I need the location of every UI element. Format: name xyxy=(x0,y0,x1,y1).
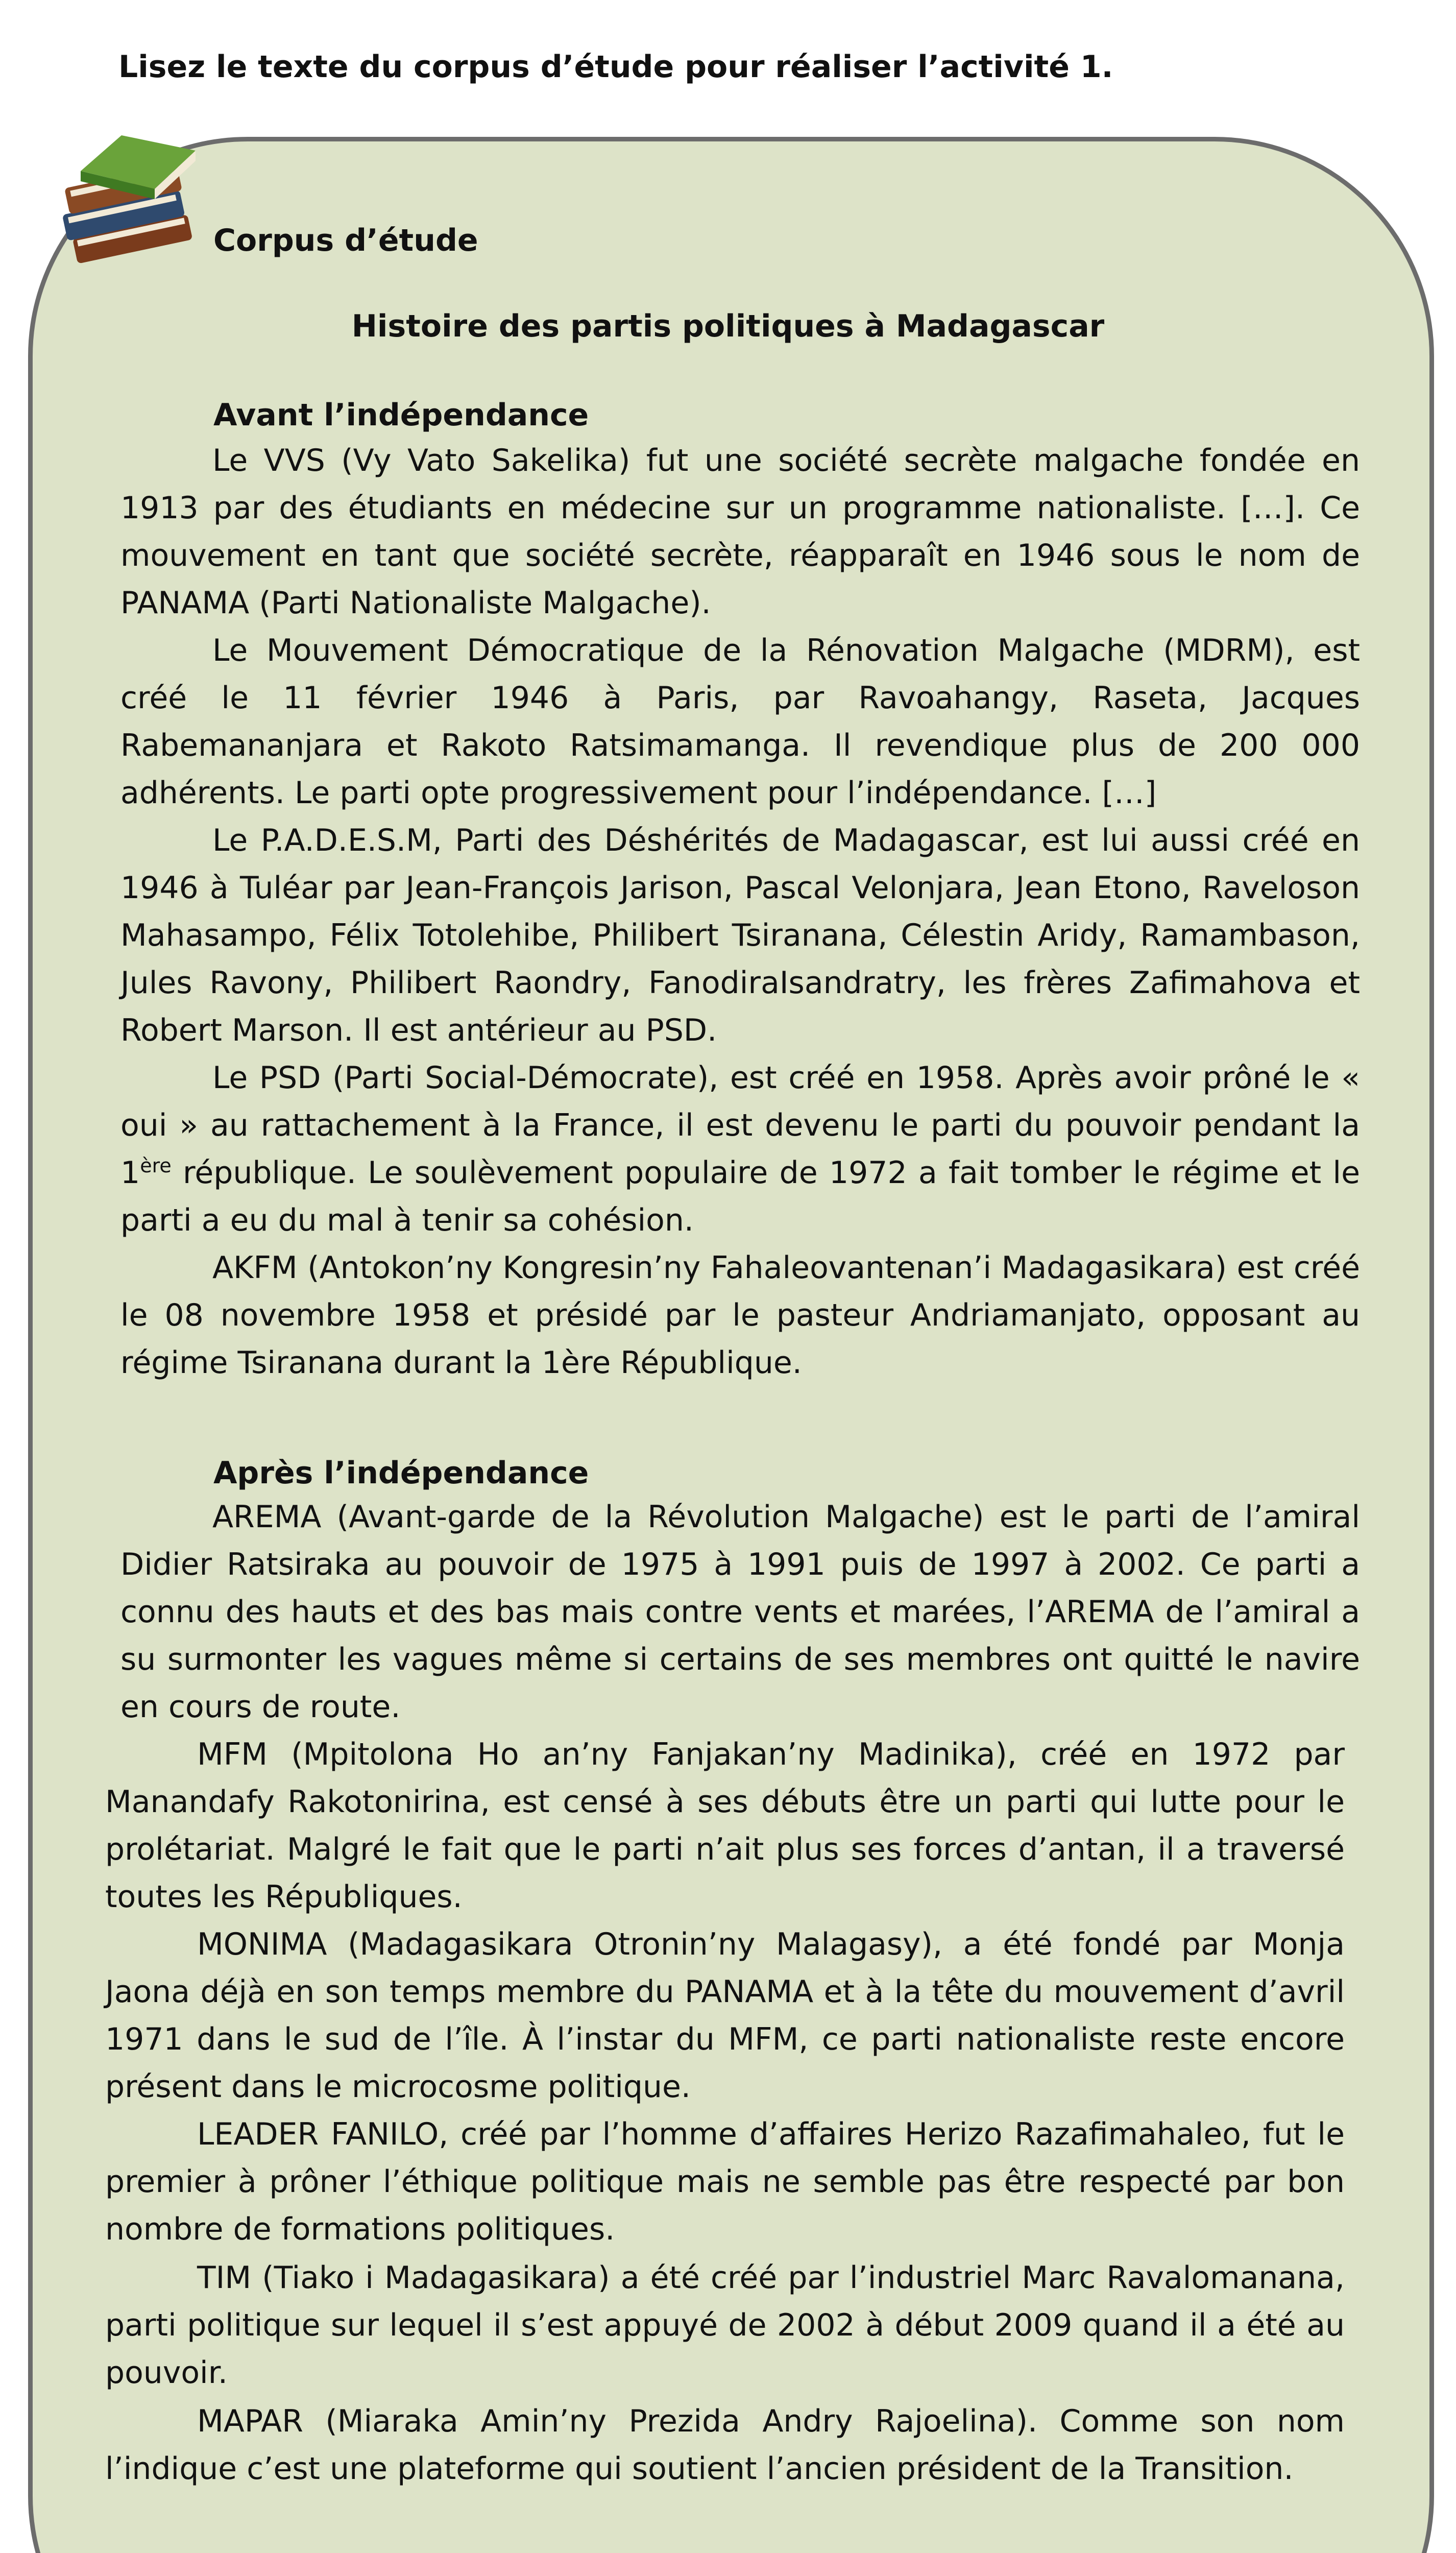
paragraph-mdrm: Le Mouvement Démocratique de la Rénovation Malgache (MDRM), est créé le 11 février 1946 à Paris, par Ravoahangy, Raseta, Jacques Rabemananjara et Rakoto Ratsimamanga. Il revendique plus de 200 000 adhérents. Le parti opte progressivement pour l’indépendance. […] xyxy=(120,633,1360,811)
psd-text-part2: république. Le soulèvement populaire de 1972 a fait tomber le régime et le parti a eu du mal à tenir sa cohésion. xyxy=(120,1155,1360,1238)
corpus-label: Corpus d’étude xyxy=(213,223,478,258)
heading-before-independence: Avant l’indépendance xyxy=(213,397,589,433)
paragraph-leader-fanilo: LEADER FANILO, créé par l’homme d’affaires Herizo Razafimahaleo, fut le premier à prôner l’éthique politique mais ne semble pas être respecté par bon nombre de formations politiques. xyxy=(105,2116,1345,2247)
paragraph-arema: AREMA (Avant-garde de la Révolution Malgache) est le parti de l’amiral Didier Ratsiraka au pouvoir de 1975 à 1991 puis de 1997 à 2002. Ce parti a connu des hauts et des bas mais contre vents et marées, l’AREMA de l’amiral a su surmonter les vagues même si certains de ses membres ont quitté le navire en cours de route. xyxy=(120,1499,1360,1725)
paragraph-mapar: MAPAR (Miaraka Amin’ny Prezida Andry Rajoelina). Comme son nom l’indique c’est une plateforme qui soutient l’ancien président de la Transition. xyxy=(105,2403,1345,2487)
psd-text-part1: Le PSD (Parti Social-Démocrate), est créé en 1958. Après avoir prôné le « oui » au rattachement à la France, il est devenu le parti du pouvoir pendant la 1 xyxy=(120,1060,1360,1191)
paragraph-akfm: AKFM (Antokon’ny Kongresin’ny Fahaleovantenan’i Madagasikara) est créé le 08 novembre 1958 et présidé par le pasteur Andriamanjato, opposant au régime Tsiranana durant la 1ère République. xyxy=(120,1250,1360,1381)
paragraph-tim: TIM (Tiako i Madagasikara) a été créé par l’industriel Marc Ravalomanana, parti politique sur lequel il s’est appuyé de 2002 à début 2009 quand il a été au pouvoir. xyxy=(105,2260,1345,2391)
books-icon xyxy=(45,123,203,276)
paragraph-mfm: MFM (Mpitolona Ho an’ny Fanjakan’ny Madinika), créé en 1972 par Manandafy Rakotonirina, est censé à ses débuts être un parti qui lutte pour le prolétariat. Malgré le fait que le parti n’ait plus ses forces d’antan, il a traversé toutes les Républiques. xyxy=(105,1737,1345,1915)
psd-superscript: ère xyxy=(140,1154,172,1177)
paragraph-monima: MONIMA (Madagasikara Otronin’ny Malagasy), a été fondé par Monja Jaona déjà en son temps membre du PANAMA et à la tête du mouvement d’avril 1971 dans le sud de l’île. À l’instar du MFM, ce parti nationaliste reste encore présent dans le microcosme politique. xyxy=(105,1926,1345,2105)
paragraph-psd xyxy=(120,1054,1360,1244)
heading-after-independence: Après l’indépendance xyxy=(213,1455,589,1491)
instruction-text: Lisez le texte du corpus d’étude pour réaliser l’activité 1. xyxy=(118,49,1113,85)
paragraph-vvs: Le VVS (Vy Vato Sakelika) fut une société secrète malgache fondée en 1913 par des étudiants en médecine sur un programme nationaliste. […]. Ce mouvement en tant que société secrète, réapparaît en 1946 sous le nom de PANAMA (Parti Nationaliste Malgache). xyxy=(120,443,1360,621)
paragraph-padesm: Le P.A.D.E.S.M, Parti des Déshérités de Madagascar, est lui aussi créé en 1946 à Tuléar par Jean-François Jarison, Pascal Velonjara, Jean Etono, Raveloson Mahasampo, Félix Totolehibe, Philibert Tsiranana, Célestin Aridy, Ramambason, Jules Ravony, Philibert Raondry, FanodiraIsandratry, les frères Zafimahova et Robert Marson. Il est antérieur au PSD. xyxy=(120,823,1360,1048)
document-title: Histoire des partis politiques à Madagascar xyxy=(351,308,1105,344)
